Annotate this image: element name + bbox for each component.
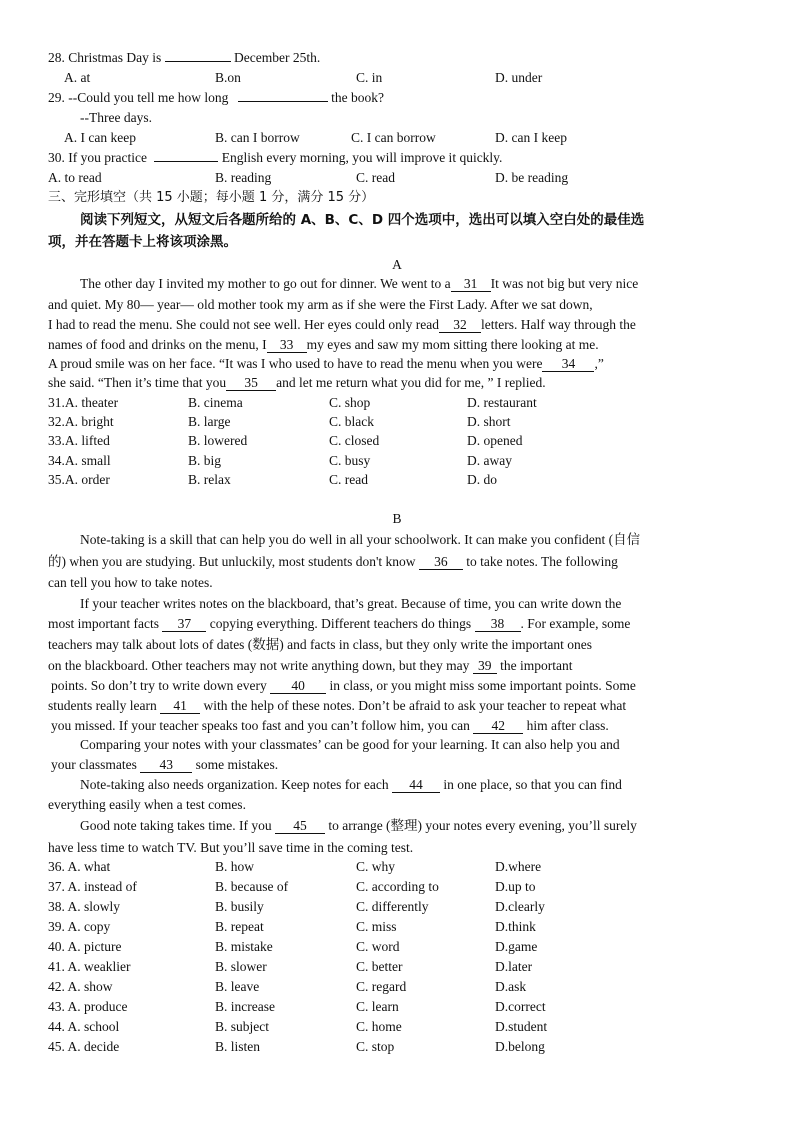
option-d: D.where bbox=[495, 859, 542, 874]
option-b: B. can I borrow bbox=[215, 130, 300, 145]
option-c: C. home bbox=[356, 1019, 402, 1034]
blank-45: 45 bbox=[275, 818, 325, 834]
options-40 bbox=[48, 938, 608, 956]
text: . For example, some bbox=[520, 616, 631, 631]
text: A proud smile was on her face. “It was I who used to have to read the menu when you were bbox=[48, 356, 543, 371]
option-b: B. big bbox=[188, 453, 222, 468]
option-a: 43. A. produce bbox=[48, 999, 128, 1014]
question-text: the book? bbox=[331, 90, 384, 105]
option-b: B. listen bbox=[215, 1039, 261, 1054]
passage-b-line: Comparing your notes with your classmates’ can be good for your learning. It can also help you and bbox=[80, 737, 620, 752]
option-b: B. reading bbox=[215, 170, 272, 185]
option-d: D. restaurant bbox=[467, 395, 537, 410]
option-c: C. in bbox=[356, 70, 383, 85]
option-a: 39. A. copy bbox=[48, 919, 111, 934]
section-heading: 三、完形填空（共 15 小题；每小题 1 分，满分 15 分） bbox=[48, 190, 375, 205]
option-b: B. lowered bbox=[188, 433, 248, 448]
option-c: C. according to bbox=[356, 879, 439, 894]
option-c: C. regard bbox=[356, 979, 407, 994]
passage-b-line bbox=[80, 776, 622, 794]
options-39 bbox=[48, 918, 608, 936]
passage-b-line: If your teacher writes notes on the blackboard, that’s great. Because of time, you can write down the bbox=[80, 596, 622, 611]
option-a: 44. A. school bbox=[48, 1019, 120, 1034]
text: copying everything. Different teachers do things bbox=[209, 616, 472, 631]
option-a: 36. A. what bbox=[48, 859, 111, 874]
question-text: 28. Christmas Day is bbox=[48, 50, 162, 65]
text: the important bbox=[500, 658, 573, 673]
answer-blank bbox=[154, 161, 218, 162]
text: It was not big but very nice bbox=[490, 276, 639, 291]
text: letters. Half way through the bbox=[481, 317, 636, 332]
text: I had to read the menu. She could not see well. Her eyes could only read bbox=[48, 317, 439, 332]
option-c: C. closed bbox=[329, 433, 380, 448]
option-d: D.belong bbox=[495, 1039, 545, 1054]
option-a: 32.A. bright bbox=[48, 414, 114, 429]
option-c: C. read bbox=[356, 170, 395, 185]
text: Note-taking also needs organization. Keep notes for each bbox=[80, 777, 389, 792]
blank-41: 41 bbox=[160, 698, 200, 714]
text: your classmates bbox=[51, 757, 137, 772]
answer-blank bbox=[238, 101, 328, 102]
text: to arrange (整理) your notes every evening, you’ll surely bbox=[328, 818, 637, 833]
passage-b-line bbox=[51, 756, 278, 774]
text: in class, or you might miss some important points. Some bbox=[329, 678, 636, 693]
options-35 bbox=[48, 471, 608, 489]
option-d: D. do bbox=[467, 472, 497, 487]
option-d: D.think bbox=[495, 919, 536, 934]
text: 的) when you are studying. But unluckily, most students don't know bbox=[48, 554, 416, 569]
option-a: A. at bbox=[64, 70, 91, 85]
passage-b-title: B bbox=[392, 511, 402, 526]
option-b: B. busily bbox=[215, 899, 264, 914]
option-b: B. because of bbox=[215, 879, 289, 894]
option-b: B.on bbox=[215, 70, 241, 85]
option-b: B. subject bbox=[215, 1019, 269, 1034]
blank-33: 33 bbox=[267, 337, 307, 353]
blank-38: 38 bbox=[475, 616, 521, 632]
passage-b-line bbox=[51, 677, 636, 695]
question-28 bbox=[48, 49, 320, 67]
question-text: 29. --Could you tell me how long bbox=[48, 90, 229, 105]
text: on the blackboard. Other teachers may not write anything down, but they may bbox=[48, 658, 470, 673]
blank-34: 34 bbox=[542, 356, 594, 372]
question-text: December 25th. bbox=[234, 50, 321, 65]
section-instruction: 阅读下列短文，从短文后各题所给的 A、B、C、D 四个选项中，选出可以填入空白处的最佳选 bbox=[80, 212, 645, 228]
option-b: B. repeat bbox=[215, 919, 264, 934]
option-a: 37. A. instead of bbox=[48, 879, 137, 894]
option-a: 38. A. slowly bbox=[48, 899, 121, 914]
text: to take notes. The following bbox=[466, 554, 618, 569]
options-45 bbox=[48, 1038, 608, 1056]
option-c: C. differently bbox=[356, 899, 429, 914]
passage-b-line: Note-taking is a skill that can help you do well in all your schoolwork. It can make you confident (自信 bbox=[80, 532, 641, 547]
text: points. So don’t try to write down every bbox=[51, 678, 267, 693]
passage-a-line bbox=[48, 355, 604, 373]
blank-39: 39 bbox=[473, 658, 497, 674]
option-c: C. miss bbox=[356, 919, 397, 934]
passage-b-line: can tell you how to take notes. bbox=[48, 575, 213, 590]
blank-43: 43 bbox=[140, 757, 192, 773]
option-a: 35.A. order bbox=[48, 472, 110, 487]
blank-35: 35 bbox=[226, 375, 276, 391]
options-41 bbox=[48, 958, 608, 976]
question-29 bbox=[48, 89, 384, 107]
passage-b-line: everything easily when a test comes. bbox=[48, 797, 246, 812]
passage-a-line bbox=[48, 316, 636, 334]
option-d: D.game bbox=[495, 939, 538, 954]
option-b: B. mistake bbox=[215, 939, 273, 954]
passage-b-line bbox=[51, 717, 609, 735]
options-33 bbox=[48, 432, 608, 450]
option-b: B. increase bbox=[215, 999, 275, 1014]
option-d: D.clearly bbox=[495, 899, 545, 914]
options-44 bbox=[48, 1018, 608, 1036]
option-a: 31.A. theater bbox=[48, 395, 119, 410]
option-a: 42. A. show bbox=[48, 979, 113, 994]
option-c: C. why bbox=[356, 859, 396, 874]
text: Good note taking takes time. If you bbox=[80, 818, 272, 833]
option-a: 40. A. picture bbox=[48, 939, 122, 954]
passage-b-line bbox=[48, 657, 573, 675]
question-text: 30. If you practice bbox=[48, 150, 147, 165]
option-a: 45. A. decide bbox=[48, 1039, 120, 1054]
answer-blank bbox=[165, 61, 231, 62]
text: you missed. If your teacher speaks too fast and you can’t follow him, you can bbox=[51, 718, 470, 733]
passage-b-line: teachers may talk about lots of dates (数据) and facts in class, but they only write the important ones bbox=[48, 637, 592, 652]
option-d: D. opened bbox=[467, 433, 523, 448]
blank-32: 32 bbox=[439, 317, 481, 333]
text: with the help of these notes. Don’t be afraid to ask your teacher to repeat what bbox=[203, 698, 627, 713]
blank-40: 40 bbox=[270, 678, 326, 694]
options-29 bbox=[48, 129, 608, 147]
option-b: B. leave bbox=[215, 979, 260, 994]
passage-a-line bbox=[48, 374, 546, 392]
blank-42: 42 bbox=[473, 718, 523, 734]
text: The other day I invited my mother to go out for dinner. We went to a bbox=[80, 276, 451, 291]
option-b: B. how bbox=[215, 859, 255, 874]
text: some mistakes. bbox=[195, 757, 279, 772]
option-c: C. black bbox=[329, 414, 374, 429]
blank-44: 44 bbox=[392, 777, 440, 793]
blank-31: 31 bbox=[451, 276, 491, 292]
text: in one place, so that you can find bbox=[443, 777, 622, 792]
passage-b-line bbox=[48, 615, 630, 633]
passage-b-line bbox=[48, 553, 618, 571]
text: most important facts bbox=[48, 616, 159, 631]
blank-36: 36 bbox=[419, 554, 463, 570]
passage-a-line bbox=[48, 336, 599, 354]
option-c: C. read bbox=[329, 472, 368, 487]
section-instruction-cont: 项，并在答题卡上将该项涂黑。 bbox=[48, 234, 237, 250]
passage-a-title: A bbox=[392, 257, 402, 272]
passage-a-line: and quiet. My 80— year— old mother took my arm as if she were the First Lady. After we sat down, bbox=[48, 297, 593, 312]
text: ,” bbox=[594, 356, 604, 371]
options-28 bbox=[48, 69, 608, 87]
option-c: C. busy bbox=[329, 453, 371, 468]
options-38 bbox=[48, 898, 608, 916]
option-b: B. cinema bbox=[188, 395, 243, 410]
passage-a-line bbox=[80, 275, 638, 293]
text: students really learn bbox=[48, 698, 157, 713]
passage-b-line: have less time to watch TV. But you’ll save time in the coming test. bbox=[48, 840, 414, 855]
option-d: D. be reading bbox=[495, 170, 569, 185]
option-d: D. can I keep bbox=[495, 130, 567, 145]
options-32 bbox=[48, 413, 608, 431]
question-30 bbox=[48, 149, 502, 167]
option-a: 41. A. weaklier bbox=[48, 959, 131, 974]
text: and let me return what you did for me, ” I replied. bbox=[276, 375, 546, 390]
text: names of food and drinks on the menu, I bbox=[48, 337, 267, 352]
option-a: 34.A. small bbox=[48, 453, 111, 468]
passage-b-line bbox=[48, 697, 626, 715]
option-c: C. stop bbox=[356, 1039, 395, 1054]
options-43 bbox=[48, 998, 608, 1016]
option-c: C. I can borrow bbox=[351, 130, 436, 145]
text: him after class. bbox=[526, 718, 609, 733]
options-31 bbox=[48, 394, 608, 412]
option-d: D. away bbox=[467, 453, 512, 468]
option-b: B. slower bbox=[215, 959, 267, 974]
text: she said. “Then it’s time that you bbox=[48, 375, 227, 390]
options-30 bbox=[48, 169, 608, 187]
option-a: A. to read bbox=[48, 170, 102, 185]
question-text: English every morning, you will improve it quickly. bbox=[221, 150, 503, 165]
option-d: D. under bbox=[495, 70, 543, 85]
option-d: D.later bbox=[495, 959, 533, 974]
options-42 bbox=[48, 978, 608, 996]
options-34 bbox=[48, 452, 608, 470]
option-d: D. short bbox=[467, 414, 511, 429]
option-a: 33.A. lifted bbox=[48, 433, 110, 448]
reply-29: --Three days. bbox=[80, 110, 152, 125]
text: my eyes and saw my mom sitting there looking at me. bbox=[306, 337, 599, 352]
options-36 bbox=[48, 858, 608, 876]
option-b: B. large bbox=[188, 414, 231, 429]
option-d: D.correct bbox=[495, 999, 546, 1014]
passage-b-line bbox=[80, 817, 637, 835]
options-37 bbox=[48, 878, 608, 896]
option-d: D.ask bbox=[495, 979, 527, 994]
option-c: C. better bbox=[356, 959, 403, 974]
blank-37: 37 bbox=[162, 616, 206, 632]
option-c: C. shop bbox=[329, 395, 371, 410]
option-c: C. learn bbox=[356, 999, 399, 1014]
option-c: C. word bbox=[356, 939, 400, 954]
option-a: A. I can keep bbox=[64, 130, 136, 145]
option-d: D.student bbox=[495, 1019, 548, 1034]
option-b: B. relax bbox=[188, 472, 231, 487]
option-d: D.up to bbox=[495, 879, 536, 894]
